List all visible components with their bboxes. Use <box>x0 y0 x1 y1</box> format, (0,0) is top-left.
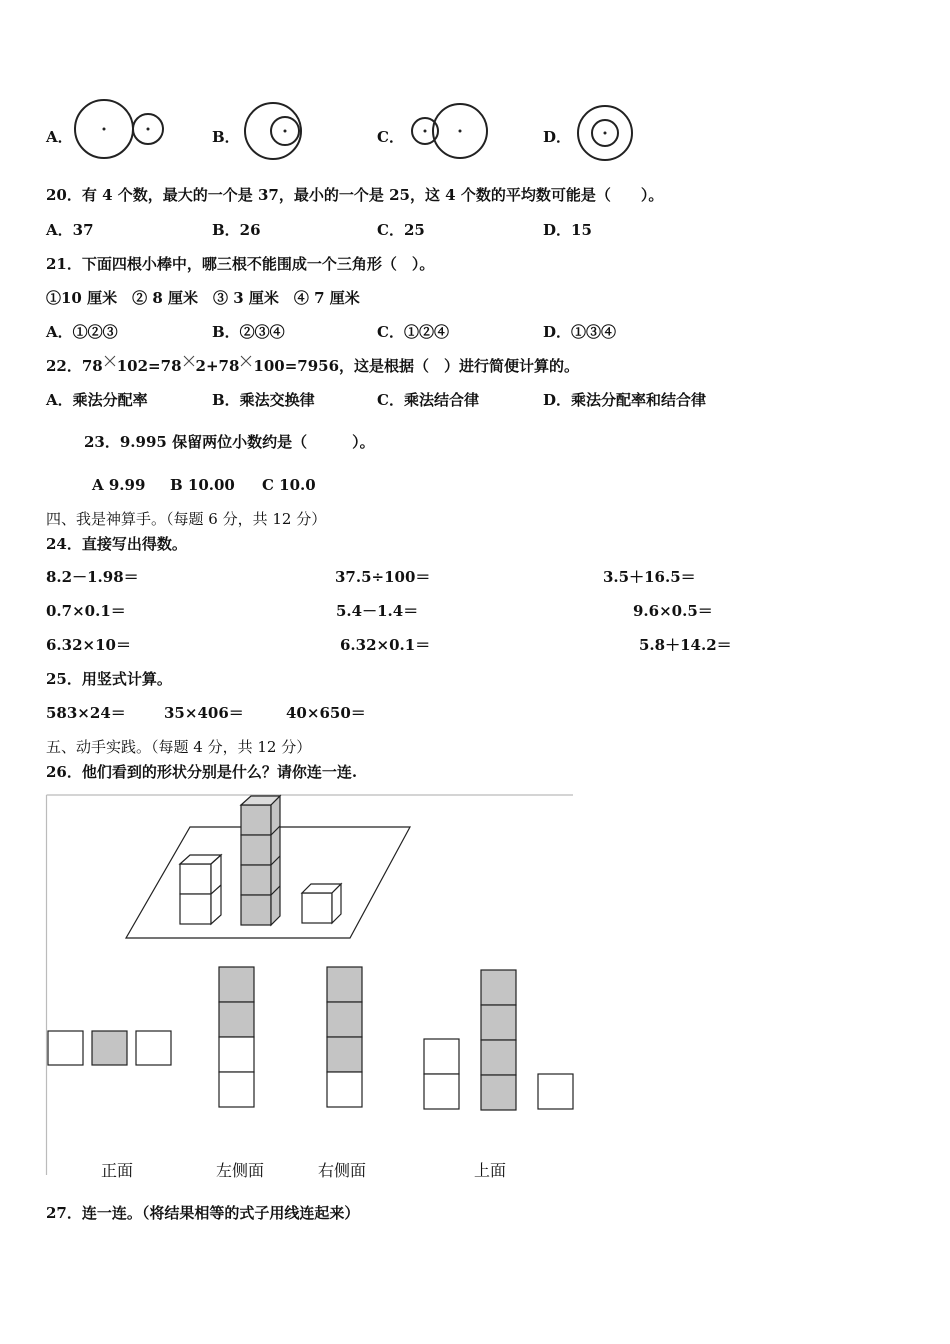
q21-sticks: ①10 厘米 ② 8 厘米 ③ 3 厘米 ④ 7 厘米 <box>46 289 360 307</box>
q24-item-2: 37.5÷100＝ <box>335 568 431 586</box>
q24-item-6: 9.6×0.5＝ <box>633 602 713 620</box>
q20-option-d: D．15 <box>543 221 592 239</box>
q21-option-a: A．①②③ <box>46 323 118 341</box>
q20-option-c: C．25 <box>377 221 425 239</box>
q25-item-2: 35×406＝ <box>164 704 244 722</box>
q23-option-c: C 10.0 <box>262 476 316 494</box>
q25-item-1: 583×24＝ <box>46 704 126 722</box>
left-cube-stack <box>180 855 221 924</box>
view-left-side-squares <box>219 967 254 1107</box>
q20-stem: 20．有 4 个数，最大的一个是 37，最小的一个是 25，这 4 个数的平均数可能是（ ）。 <box>46 186 664 204</box>
view-label-front: 正面 <box>101 1161 134 1180</box>
q23-option-b: B 10.00 <box>170 476 235 494</box>
q20-option-b: B．26 <box>212 221 261 239</box>
section-4-title: 四、我是神算手。（每题 6 分，共 12 分） <box>46 510 327 528</box>
q23-option-a: A 9.99 <box>92 476 146 494</box>
q22-option-d: D．乘法分配率和结合律 <box>543 391 707 409</box>
q20-option-a: A．37 <box>46 221 94 239</box>
q24-item-4: 0.7×0.1＝ <box>46 602 126 620</box>
view-front-squares <box>48 1031 171 1065</box>
view-top-squares <box>424 970 573 1110</box>
q22-option-a: A．乘法分配率 <box>46 391 148 409</box>
q24-item-7: 6.32×10＝ <box>46 636 131 654</box>
q19-option-c-label: C． <box>377 128 404 146</box>
q26-stem: 26．他们看到的形状分别是什么？请你连一连. <box>46 763 358 781</box>
q22-stem-part-d: 100=7956，这是根据（ ）进行简便计算的。 <box>253 357 580 375</box>
q22-option-b: B．乘法交换律 <box>212 391 315 409</box>
view-right-side-squares <box>327 967 362 1107</box>
view-label-left-side: 左侧面 <box>216 1161 265 1180</box>
q24-item-8: 6.32×0.1＝ <box>340 636 431 654</box>
q27-stem: 27．连一连。（将结果相等的式子用线连起来） <box>46 1204 360 1222</box>
q19-option-b-label: B． <box>212 128 240 146</box>
q21-option-d: D．①③④ <box>543 323 617 341</box>
q22-option-c: C．乘法结合律 <box>377 391 479 409</box>
q21-stem: 21．下面四根小棒中，哪三根不能围成一个三角形（ ）。 <box>46 255 435 273</box>
q19-option-d-label: D． <box>543 128 572 146</box>
q19-option-a-label: A． <box>46 128 73 146</box>
q25-item-3: 40×650＝ <box>286 704 366 722</box>
q24-item-9: 5.8＋14.2＝ <box>639 636 732 654</box>
section-5-title: 五、动手实践。（每题 4 分，共 12 分） <box>46 738 312 756</box>
q24-item-3: 3.5＋16.5＝ <box>603 568 696 586</box>
q21-option-b: B．②③④ <box>212 323 285 341</box>
q22-stem-part-a: 22．78 <box>46 357 103 375</box>
q21-option-c: C．①②④ <box>377 323 449 341</box>
view-label-right-side: 右侧面 <box>318 1161 367 1180</box>
q22-stem-part-b: 102=78 <box>116 357 182 375</box>
q24-item-1: 8.2－1.98＝ <box>46 568 139 586</box>
right-cube <box>302 884 341 923</box>
q25-stem: 25．用竖式计算。 <box>46 670 172 688</box>
q24-item-5: 5.4－1.4＝ <box>336 602 419 620</box>
q22-stem-part-c: 2+78 <box>195 357 240 375</box>
middle-cube-stack <box>241 796 280 925</box>
view-label-top: 上面 <box>474 1161 507 1180</box>
q24-stem: 24．直接写出得数。 <box>46 535 187 553</box>
q23-stem: 23．9.995 保留两位小数约是（ ）。 <box>84 433 375 451</box>
